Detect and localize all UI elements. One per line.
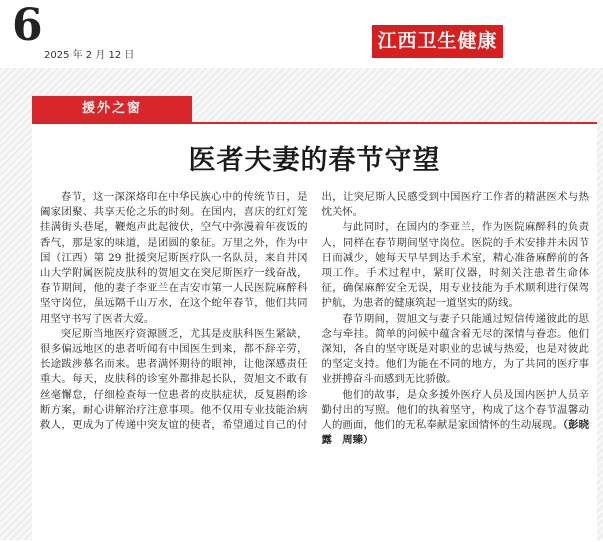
page-number: 6: [12, 0, 43, 51]
newspaper-masthead-logo: 江西卫生健康: [372, 25, 503, 58]
article-paragraph-last: [322, 388, 590, 449]
issue-date: 2025 年 2 月 12 日: [44, 50, 135, 61]
article-paragraph: 与此同时，在国内的李亚兰，作为医院麻醉科的负责人，同样在春节期间坚守岗位。医院的手术安排并未因节日而减少，她每天早早到达手术室，精心准备麻醉前的各项工作。手术过程中，紧盯仪器，时刻关注患者生命体征，确保麻醉安全无误，用专业技能为手术顺利进行保驾护航，为患者的健康筑起一道坚实的防线。: [321, 221, 589, 310]
article-title: 医者夫妻的春节守望: [188, 145, 441, 176]
article-paragraph: 春节，这一深深烙印在中华民族心中的传统节日，是阖家团聚、共享天伦之乐的时刻。在国内，喜庆的红灯笼挂满街头巷尾，鞭炮声此起彼伏，空气中弥漫着年夜饭的香气，那是家的味道，是团圆的象征。万里之外，作为中国（江西）第 29 批援突尼斯医疗队一名队员，来自井冈山大学附属医院皮肤科的贺旭文在突尼斯医疗一线奋战，春节期间，他的妻子李亚兰在吉安市第一人民医院麻醉科坚守岗位，虽远隔千山万水，在这个蛇年春节，他们共同用坚守书写了医者大爱。: [40, 191, 308, 325]
article-panel: [32, 122, 597, 542]
column-label: 援外之窗: [32, 96, 192, 122]
article-paragraph-text: 他们的故事，是众多援外医疗人员及国内医护人员辛勤付出的写照。他们的执着坚守，构成了这个春节温馨动人的画面，他们的无私奉献是家国情怀的生动展现。: [321, 388, 589, 432]
article-paragraph: 春节期间，贺旭文与妻子只能通过短信传递彼此的思念与牵挂。简单的问候中蕴含着无尽的深情与眷恋。他们深知，各自的坚守既是对职业的忠诚与热爱，也是对彼此的坚定支持。他们为能在不同的地方，为了共同的医疗事业拼搏奋斗而感到无比骄傲。: [321, 312, 589, 386]
article-byline: （彭晓露 周臻）: [321, 419, 589, 447]
article-body: [40, 190, 589, 542]
article-paragraph: 突尼斯当地医疗资源匮乏，尤其是皮肤科医生紧缺，很多偏远地区的患者听闻有中国医生到来，都不辞辛劳，长途跋涉慕名而来。患者满怀期待的眼神，让他深感责任重大。每天，皮肤科的诊室外都排起长队，贺旭文不敢有丝毫懈怠，仔细检查每一位患者的皮肤症状，反复斟酌诊断方案，耐心讲解治疗注意事项。他不仅用专业技能治病救人，更成为了传递中突友谊的使者，希望通过自己的付出，让突尼斯人民感受到中国医疗工作者的精湛医术与热忱关怀。: [40, 191, 589, 432]
